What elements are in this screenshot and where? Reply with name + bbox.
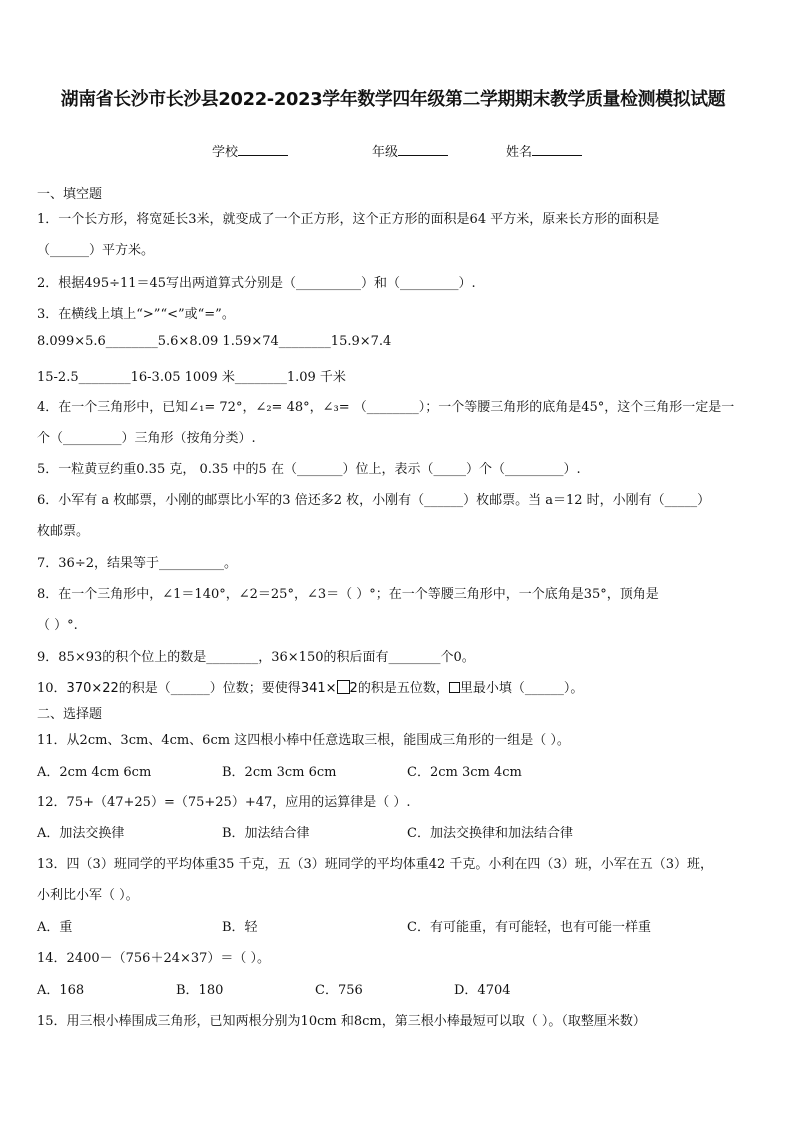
question-11: 11．从2cm、3cm、4cm、6cm 这四根小棒中任意选取三根，能围成三角形的一组是（ ）。: [37, 733, 570, 748]
question-9: 9．85×93的积个位上的数是________，36×150的积后面有________个0。: [37, 650, 475, 665]
name-field: [506, 141, 582, 160]
question-6-line-1: 6．小军有 a 枚邮票，小刚的邮票比小军的3 倍还多2 枚，小刚有（______）枚邮票。当 a＝12 时，小刚有（_____）: [37, 493, 711, 508]
page-title: 湖南省长沙市长沙县2022-2023学年数学四年级第二学期期末教学质量检测模拟试题: [60, 89, 726, 110]
q10-text-3: 里最小填（______）。: [459, 681, 584, 696]
question-10: [37, 677, 583, 696]
question-14: 14．2400－（756＋24×37）＝（ ）。: [37, 951, 271, 966]
school-field: [212, 141, 288, 160]
question-5: 5．一粒黄豆约重0.35 克， 0.35 中的5 在（_______）位上，表示（_____）个（_________）.: [37, 462, 581, 477]
question-4-line-1: 4．在一个三角形中，已知∠₁= 72°，∠₂= 48°，∠₃= （________）；一个等腰三角形的底角是45°，这个三角形一定是一: [37, 400, 735, 415]
question-6-line-2: 枚邮票。: [37, 524, 90, 539]
q14-option-c[interactable]: C．756: [315, 983, 363, 998]
question-3: 3．在横线上填上“>”“<”或“=”。: [37, 307, 235, 322]
q12-option-c[interactable]: C．加法交换律和加法结合律: [407, 826, 573, 841]
q10-number: 10．: [37, 681, 67, 696]
q13-option-c[interactable]: C．有可能重，有可能轻，也有可能一样重: [407, 920, 651, 935]
q14-option-a[interactable]: A．168: [37, 983, 85, 998]
small-box-icon: [449, 682, 460, 693]
school-blank[interactable]: [238, 143, 288, 156]
name-label: 姓名: [506, 145, 533, 160]
question-3-row-1: 8.099×5.6________5.6×8.09 1.59×74________15.9×7.4: [37, 334, 392, 349]
q10-expression-2: 341×: [300, 681, 337, 696]
q10-expression-1: 370×22: [66, 681, 119, 696]
section-fill-heading: 一、填空题: [37, 187, 103, 202]
q13-option-b[interactable]: B．轻: [222, 920, 258, 935]
question-8-line-2: （ ）°.: [37, 618, 78, 633]
grade-label: 年级: [372, 145, 399, 160]
q12-option-a[interactable]: A．加法交换律: [37, 826, 125, 841]
q14-option-b[interactable]: B．180: [176, 983, 224, 998]
question-1-line-2: （______）平方米。: [37, 243, 155, 258]
name-blank[interactable]: [532, 143, 582, 156]
question-3-row-2: 15-2.5________16-3.05 1009 米________1.09 千米: [37, 370, 346, 385]
q10-expression-3: 2: [349, 681, 358, 696]
question-7: 7．36÷2，结果等于__________。: [37, 556, 237, 571]
box-icon: [337, 680, 350, 694]
question-13-line-1: 13．四（3）班同学的平均体重35 千克，五（3）班同学的平均体重42 千克。小利在四（3）班，小军在五（3）班，: [37, 857, 713, 872]
q11-option-a[interactable]: A．2cm 4cm 6cm: [37, 765, 152, 780]
question-8-line-1: 8．在一个三角形中，∠1＝140°，∠2＝25°，∠3＝（ ）°；在一个等腰三角形中，一个底角是35°，顶角是: [37, 587, 659, 602]
grade-field: [372, 141, 448, 160]
question-1-line-1: 1．一个长方形，将宽延长3米，就变成了一个正方形，这个正方形的面积是64 平方米，原来长方形的面积是: [37, 212, 660, 227]
question-13-line-2: 小利比小军（ ）。: [37, 888, 139, 903]
question-15: 15．用三根小棒围成三角形，已知两根分别为10cm 和8cm，第三根小棒最短可以取（ ）。（取整厘米数）: [37, 1014, 646, 1029]
q10-text-1: 的积是（______）位数；要使得: [118, 681, 301, 696]
question-2: 2．根据495÷11＝45写出两道算式分别是（__________）和（_________）.: [37, 276, 476, 291]
section-choice-heading: 二、选择题: [37, 707, 103, 722]
question-12: 12．75+（47+25）=（75+25）+47，应用的运算律是（ ）.: [37, 795, 411, 810]
school-label: 学校: [212, 145, 239, 160]
q12-option-b[interactable]: B．加法结合律: [222, 826, 310, 841]
q10-text-2: 的积是五位数，: [357, 681, 449, 696]
q11-option-b[interactable]: B．2cm 3cm 6cm: [222, 765, 337, 780]
q11-option-c[interactable]: C．2cm 3cm 4cm: [407, 765, 522, 780]
q13-option-a[interactable]: A．重: [37, 920, 73, 935]
grade-blank[interactable]: [398, 143, 448, 156]
question-4-line-2: 个（_________）三角形（按角分类）.: [37, 431, 256, 446]
q14-option-d[interactable]: D．4704: [454, 983, 511, 998]
